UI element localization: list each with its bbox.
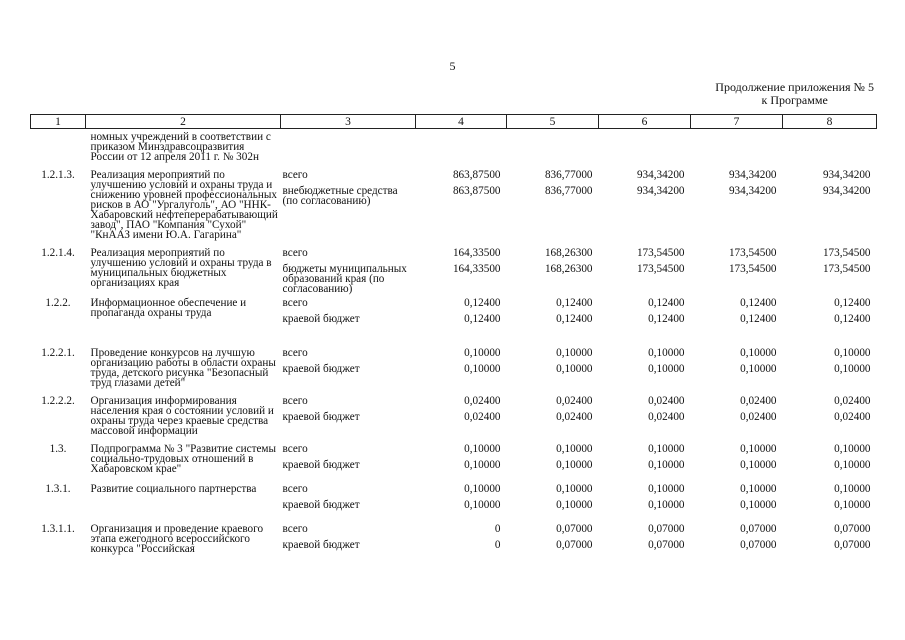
amount-value: 0,07000 [740, 539, 777, 551]
amount-value: 0,10000 [740, 483, 777, 495]
year-value [783, 441, 877, 481]
funding-source [281, 521, 416, 561]
amount-value: 0,02400 [464, 395, 501, 407]
year-value [416, 245, 507, 295]
appendix-line-2: к Программе [761, 93, 828, 107]
amount-value: 173,54500 [822, 247, 871, 259]
amount-value: 0,02400 [648, 395, 685, 407]
amount-value: 173,54500 [728, 263, 777, 275]
year-value [507, 245, 599, 295]
amount-value: 0,10000 [648, 347, 685, 359]
amount-value: 173,54500 [636, 247, 685, 259]
row-code: 1.3.1. [45, 483, 71, 495]
col-header: 1 [31, 115, 86, 129]
amount-value: 0,02400 [648, 411, 685, 423]
funding-source-label: всего [282, 523, 308, 535]
amount-value: 0,02400 [740, 395, 777, 407]
year-value [691, 295, 783, 345]
funding-source [281, 295, 416, 345]
year-value [691, 521, 783, 561]
year-value [507, 129, 599, 168]
row-name: Реализация мероприятий по улучшению условий и охраны труда и снижению уровней профессиональных рисков в АО "Ургалуголь", АО "ННК-Хабаровский нефтеперерабатывающий завод", ПАО "Компания "Сухой" "КнААЗ имени Ю.А. Гагарина" [90, 169, 278, 241]
amount-value: 0,12400 [740, 313, 777, 325]
amount-value: 0,12400 [740, 297, 777, 309]
year-value [416, 393, 507, 441]
amount-value: 934,34200 [636, 185, 685, 197]
amount-value: 0,10000 [648, 443, 685, 455]
amount-value: 0,12400 [648, 297, 685, 309]
amount-value: 0,10000 [648, 459, 685, 471]
appendix-caption [715, 81, 874, 107]
year-value [599, 245, 691, 295]
amount-value: 0,10000 [648, 483, 685, 495]
funding-source [281, 345, 416, 393]
year-value [507, 345, 599, 393]
amount-value: 0,02400 [834, 411, 871, 423]
amount-value: 0,10000 [740, 347, 777, 359]
amount-value: 0,12400 [834, 313, 871, 325]
year-value [691, 129, 783, 168]
row-code: 1.2.1.3. [41, 169, 75, 181]
funding-source-label: краевой бюджет [282, 459, 360, 471]
year-value [599, 345, 691, 393]
year-value [691, 393, 783, 441]
year-value [783, 295, 877, 345]
year-value [599, 481, 691, 521]
amount-value: 0,10000 [834, 443, 871, 455]
funding-source-label: всего [282, 347, 308, 359]
amount-value: 173,54500 [728, 247, 777, 259]
amount-value: 0,07000 [556, 539, 593, 551]
col-header: 2 [86, 115, 281, 129]
amount-value: 0,10000 [834, 499, 871, 511]
column-numbers-row [31, 115, 877, 129]
row-name: Развитие социального партнерства [90, 483, 257, 495]
row-name: Организация информирования населения края о состоянии условий и охраны труда через краевые средства массовой информации [90, 395, 274, 437]
amount-value: 0,10000 [834, 483, 871, 495]
funding-source-label: всего [282, 297, 308, 309]
amount-value: 0,10000 [648, 499, 685, 511]
year-value [691, 167, 783, 245]
funding-source-label: краевой бюджет [282, 539, 360, 551]
table-row [31, 129, 877, 168]
funding-source-label: краевой бюджет [282, 313, 360, 325]
year-value [416, 129, 507, 168]
amount-value: 0 [494, 523, 501, 535]
funding-source [281, 481, 416, 521]
year-value [416, 295, 507, 345]
year-value [416, 481, 507, 521]
col-header: 5 [507, 115, 599, 129]
amount-value: 0,10000 [740, 443, 777, 455]
row-code [31, 129, 86, 168]
table-row [31, 441, 877, 481]
table-row [31, 295, 877, 345]
amount-value: 0,07000 [556, 523, 593, 535]
year-value [416, 167, 507, 245]
year-value [599, 129, 691, 168]
table-row [31, 521, 877, 561]
amount-value: 0,10000 [556, 363, 593, 375]
amount-value: 0,07000 [648, 523, 685, 535]
amount-value: 0,07000 [834, 539, 871, 551]
amount-value: 0,12400 [464, 297, 501, 309]
amount-value: 0,10000 [740, 363, 777, 375]
row-code: 1.2.2. [45, 297, 71, 309]
amount-value: 0,02400 [556, 395, 593, 407]
year-value [416, 521, 507, 561]
amount-value: 0,12400 [834, 297, 871, 309]
amount-value: 934,34200 [822, 169, 871, 181]
amount-value: 934,34200 [728, 169, 777, 181]
row-name: Проведение конкурсов на лучшую организацию работы в области охраны труда, детского рисунка "Безопасный труд глазами детей" [90, 347, 276, 389]
amount-value: 0,07000 [834, 523, 871, 535]
funding-source-label: бюджеты муниципальных образований края (по согласованию) [282, 263, 407, 295]
year-value [507, 393, 599, 441]
amount-value: 0,10000 [464, 499, 501, 511]
amount-value: 0,10000 [556, 443, 593, 455]
table-row [31, 245, 877, 295]
amount-value: 0,02400 [834, 395, 871, 407]
amount-value: 0,10000 [556, 483, 593, 495]
amount-value: 0,02400 [740, 411, 777, 423]
amount-value: 0,12400 [464, 313, 501, 325]
col-header: 6 [599, 115, 691, 129]
amount-value: 0,02400 [464, 411, 501, 423]
amount-value: 0,10000 [556, 499, 593, 511]
row-code: 1.3. [49, 443, 67, 455]
table-row [31, 393, 877, 441]
amount-value: 0,07000 [740, 523, 777, 535]
amount-value: 0,10000 [464, 347, 501, 359]
amount-value: 0,12400 [556, 313, 593, 325]
amount-value: 168,26300 [544, 263, 593, 275]
funding-source-label: всего [282, 247, 308, 259]
amount-value: 0,10000 [556, 347, 593, 359]
funding-source [281, 167, 416, 245]
amount-value: 164,33500 [452, 263, 501, 275]
funding-source-label: краевой бюджет [282, 411, 360, 423]
year-value [507, 167, 599, 245]
year-value [691, 345, 783, 393]
table-row [31, 481, 877, 521]
funding-source-label: всего [282, 395, 308, 407]
year-value [783, 345, 877, 393]
amount-value: 836,77000 [544, 169, 593, 181]
amount-value: 0,02400 [556, 411, 593, 423]
funding-source-label: краевой бюджет [282, 499, 360, 511]
year-value [691, 441, 783, 481]
row-name: Реализация мероприятий по улучшению условий и охраны труда в муниципальных бюджетных организациях края [90, 247, 272, 289]
amount-value: 863,87500 [452, 169, 501, 181]
amount-value: 0,10000 [834, 459, 871, 471]
year-value [691, 481, 783, 521]
amount-value: 0,07000 [648, 539, 685, 551]
row-name: Информационное обеспечение и пропаганда охраны труда [90, 297, 247, 319]
amount-value: 934,34200 [728, 185, 777, 197]
year-value [416, 345, 507, 393]
appendix-line-1: Продолжение приложения № 5 [715, 80, 874, 94]
year-value [783, 521, 877, 561]
amount-value: 0 [494, 539, 501, 551]
year-value [507, 521, 599, 561]
table-row [31, 167, 877, 245]
year-value [783, 481, 877, 521]
amount-value: 0,10000 [648, 363, 685, 375]
amount-value: 934,34200 [636, 169, 685, 181]
year-value [691, 245, 783, 295]
amount-value: 173,54500 [822, 263, 871, 275]
amount-value: 0,12400 [648, 313, 685, 325]
row-code: 1.2.2.1. [41, 347, 75, 359]
amount-value: 934,34200 [822, 185, 871, 197]
amount-value: 0,10000 [834, 363, 871, 375]
col-header: 7 [691, 115, 783, 129]
amount-value: 0,10000 [464, 483, 501, 495]
amount-value: 0,10000 [834, 347, 871, 359]
year-value [599, 441, 691, 481]
amount-value: 863,87500 [452, 185, 501, 197]
funding-source [281, 245, 416, 295]
amount-value: 0,12400 [556, 297, 593, 309]
year-value [783, 245, 877, 295]
table-row [31, 345, 877, 393]
amount-value: 0,10000 [740, 499, 777, 511]
year-value [507, 441, 599, 481]
funding-source [281, 129, 416, 168]
year-value [783, 393, 877, 441]
year-value [783, 129, 877, 168]
year-value [599, 393, 691, 441]
funding-source [281, 393, 416, 441]
year-value [507, 481, 599, 521]
amount-value: 0,10000 [464, 443, 501, 455]
row-code: 1.2.1.4. [41, 247, 75, 259]
amount-value: 836,77000 [544, 185, 593, 197]
row-name: Подпрограмма № 3 "Развитие системы социально-трудовых отношений в Хабаровском крае" [90, 443, 277, 475]
amount-value: 0,10000 [556, 459, 593, 471]
funding-table [30, 114, 877, 561]
year-value [416, 441, 507, 481]
funding-source [281, 441, 416, 481]
col-header: 3 [281, 115, 416, 129]
row-name: Организация и проведение краевого этапа ежегодного всероссийского конкурса "Российская [90, 523, 264, 555]
year-value [599, 521, 691, 561]
funding-source-label: всего [282, 443, 308, 455]
col-header: 4 [416, 115, 507, 129]
funding-source-label: всего [282, 483, 308, 495]
row-name: номных учреждений в соответствии с приказом Минздравсоцразвития России от 12 апреля 2011 г. № 302н [90, 131, 271, 163]
page-number: 5 [449, 59, 456, 73]
year-value [507, 295, 599, 345]
year-value [599, 167, 691, 245]
year-value [599, 295, 691, 345]
funding-source-label: внебюджетные средства (по согласованию) [282, 185, 398, 207]
funding-source-label: всего [282, 169, 308, 181]
col-header: 8 [783, 115, 877, 129]
amount-value: 0,10000 [464, 459, 501, 471]
row-code: 1.3.1.1. [41, 523, 75, 535]
year-value [783, 167, 877, 245]
amount-value: 164,33500 [452, 247, 501, 259]
amount-value: 0,10000 [464, 363, 501, 375]
funding-source-label: краевой бюджет [282, 363, 360, 375]
row-code: 1.2.2.2. [41, 395, 75, 407]
amount-value: 0,10000 [740, 459, 777, 471]
amount-value: 168,26300 [544, 247, 593, 259]
amount-value: 173,54500 [636, 263, 685, 275]
